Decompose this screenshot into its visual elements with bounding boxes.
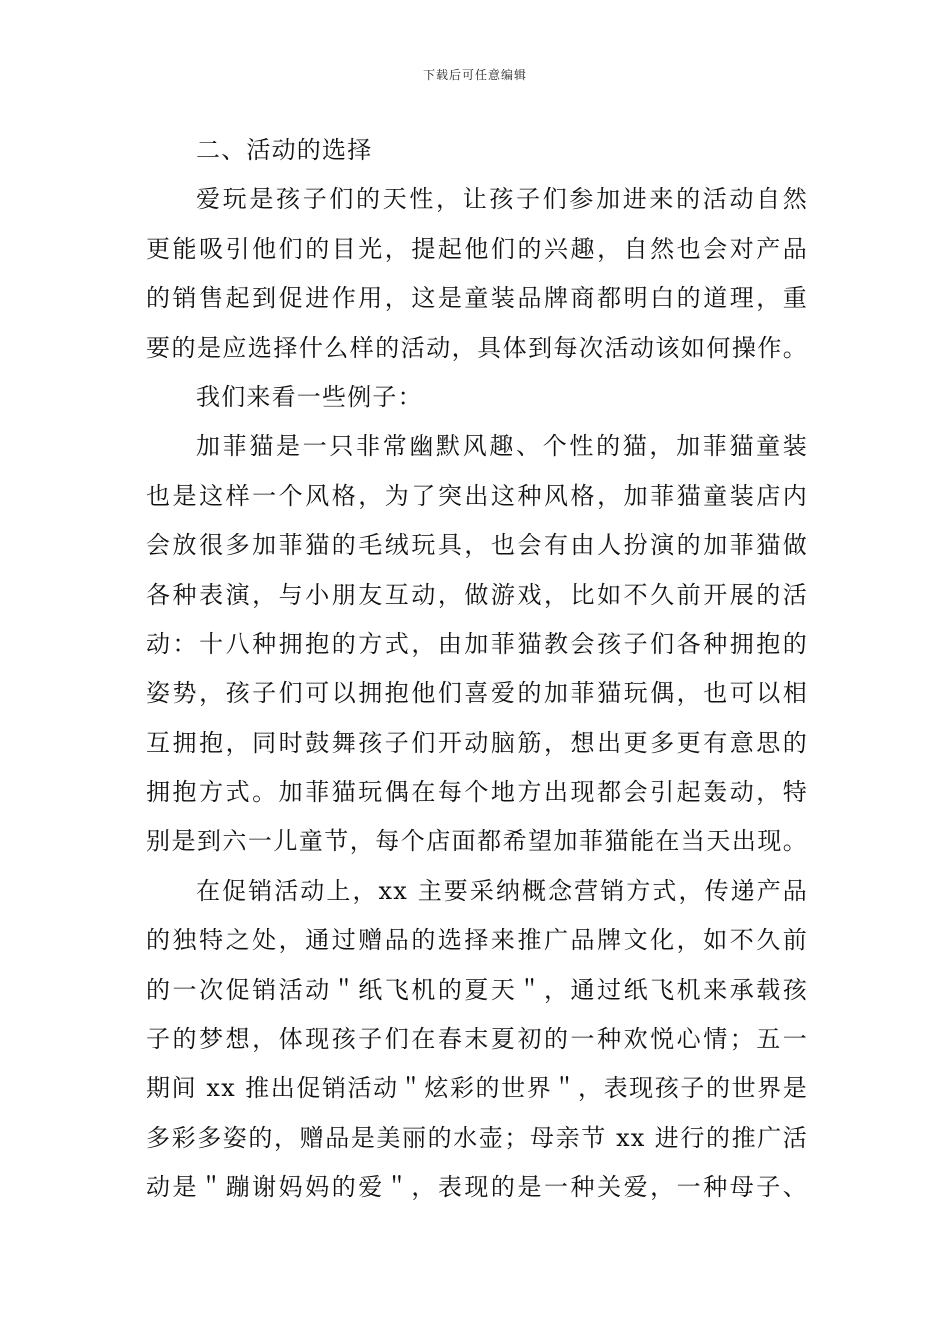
body-line: 姿势，孩子们可以拥抱他们喜爱的加菲猫玩偶，也可以相 [146,679,808,708]
body-line: 的一次促销活动＂纸飞机的夏天＂，通过纸飞机来承载孩 [146,975,808,1004]
body-line: 更能吸引他们的目光，提起他们的兴趣，自然也会对产品 [146,234,808,263]
section-heading: 二、活动的选择 [196,136,373,164]
body-line: 加菲猫是一只非常幽默风趣、个性的猫，加菲猫童装 [196,432,808,461]
body-line: 拥抱方式。加菲猫玩偶在每个地方出现都会引起轰动，特 [146,778,808,807]
body-line: 互拥抱，同时鼓舞孩子们开动脑筋，想出更多更有意思的 [146,728,808,757]
body-line: 子的梦想，体现孩子们在春末夏初的一种欢悦心情；五一 [146,1025,808,1054]
body-line: 多彩多姿的，赠品是美丽的水壶；母亲节 xx 进行的推广活 [146,1123,808,1152]
body-line: 会放很多加菲猫的毛绒玩具，也会有由人扮演的加菲猫做 [146,531,808,560]
document-body [146,126,808,1213]
body-line: 动是＂蹦谢妈妈的爱＂，表现的是一种关爱，一种母子、 [146,1173,808,1202]
body-line: 的销售起到促进作用，这是童装品牌商都明白的道理，重 [146,284,808,313]
body-line: 爱玩是孩子们的天性，让孩子们参加进来的活动自然 [196,185,808,214]
body-line: 动：十八种拥抱的方式，由加菲猫教会孩子们各种拥抱的 [146,629,808,658]
body-line: 在促销活动上，xx 主要采纳概念营销方式，传递产品 [196,876,808,905]
body-line: 期间 xx 推出促销活动＂炫彩的世界＂，表现孩子的世界是 [146,1074,808,1103]
body-line: 我们来看一些例子： [196,382,423,411]
body-line: 别是到六一儿童节，每个店面都希望加菲猫能在当天出现。 [146,827,808,856]
page-header-note: 下载后可任意编辑 [422,68,527,82]
body-line: 要的是应选择什么样的活动，具体到每次活动该如何操作。 [146,333,808,362]
body-line: 的独特之处，通过赠品的选择来推广品牌文化，如不久前 [146,926,808,955]
body-line: 也是这样一个风格，为了突出这种风格，加菲猫童装店内 [146,481,808,510]
body-line: 各种表演，与小朋友互动，做游戏，比如不久前开展的活 [146,580,808,609]
